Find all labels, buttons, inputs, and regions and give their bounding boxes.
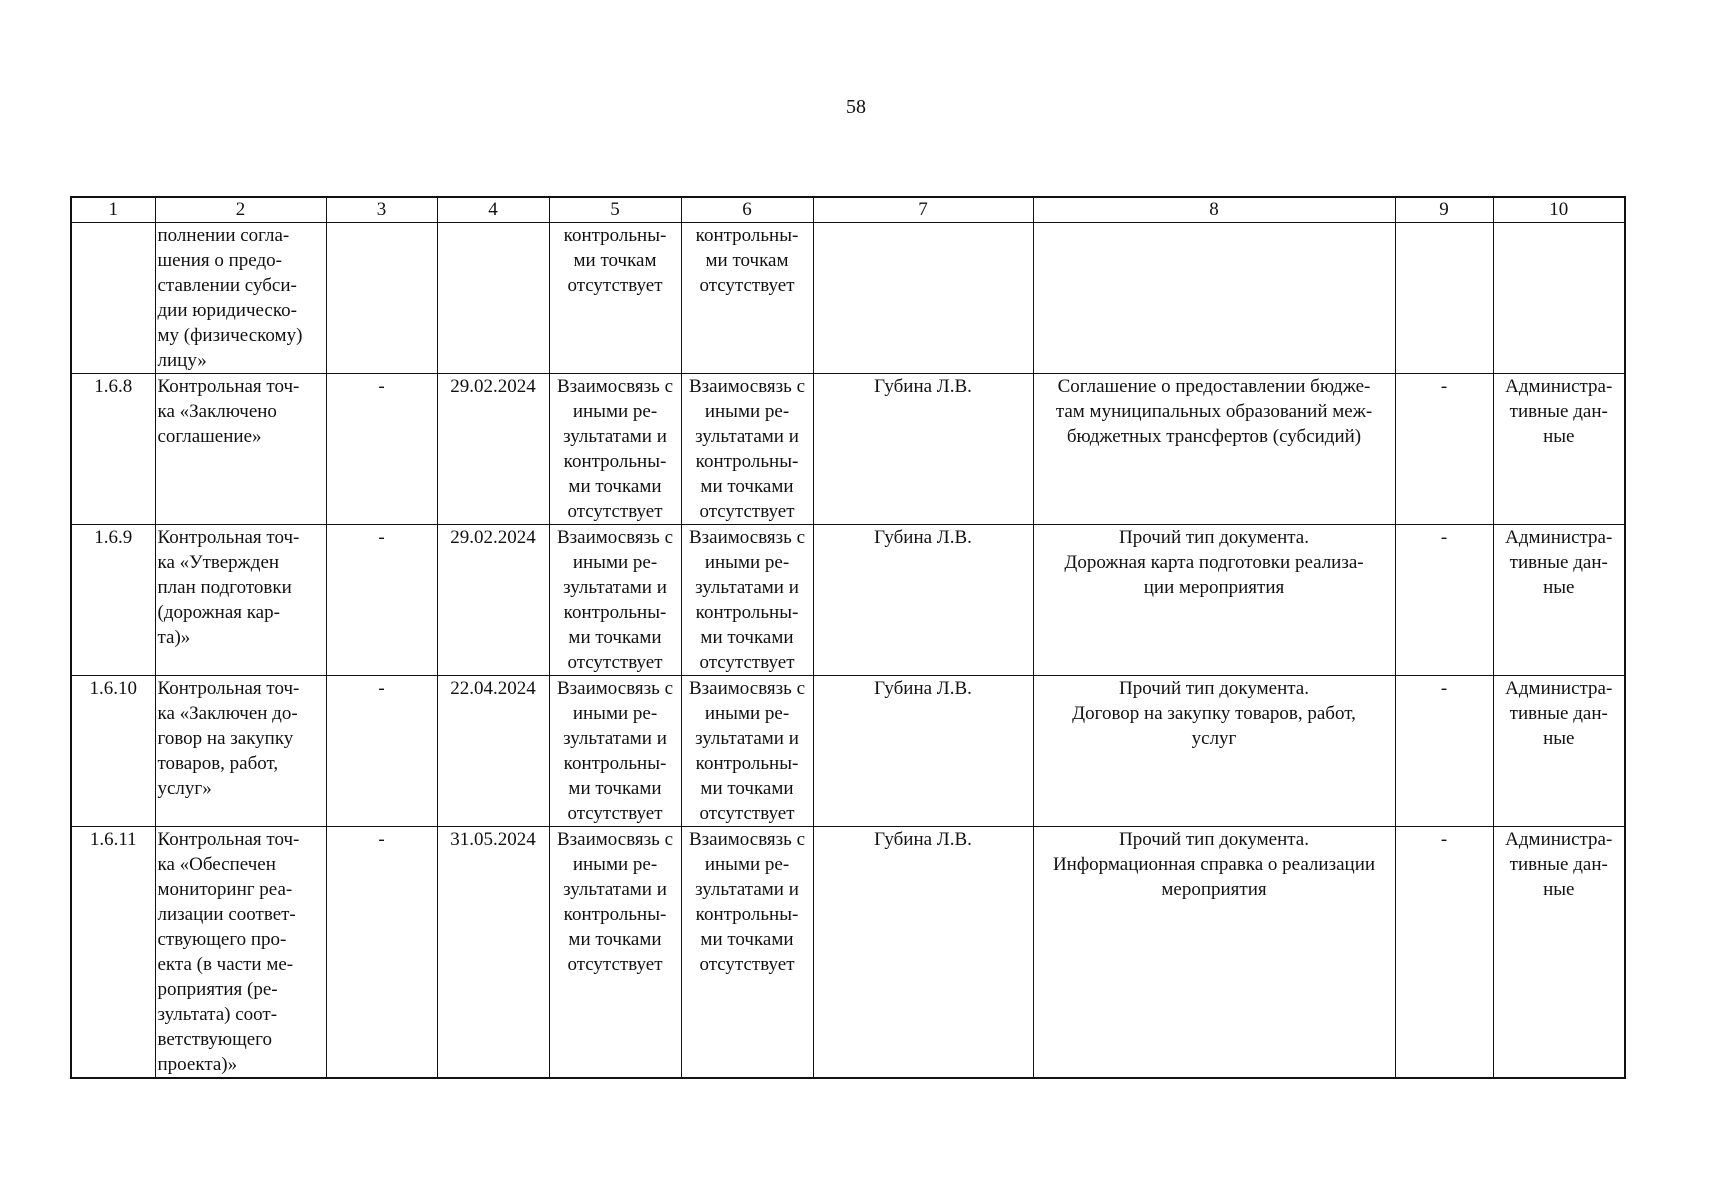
header-cell: 1 <box>71 197 155 223</box>
cell-responsible: Губина Л.В. <box>813 827 1033 1079</box>
cell-data-source: Администра- тивные дан- ные <box>1493 374 1625 525</box>
cell-relation-points: Взаимосвязь с иными ре- зультатами и контрольны- ми точками отсутствует <box>681 676 813 827</box>
header-cell: 6 <box>681 197 813 223</box>
header-cell: 4 <box>437 197 549 223</box>
cell-relation-results: Взаимосвязь с иными ре- зультатами и контрольны- ми точками отсутствует <box>549 374 681 525</box>
cell-document: Соглашение о предоставлении бюдже- там муниципальных образований меж- бюджетных трансфертов (субсидий) <box>1033 374 1395 525</box>
cell-relation-points: Взаимосвязь с иными ре- зультатами и контрольны- ми точками отсутствует <box>681 525 813 676</box>
cell-relation-points: контрольны- ми точкам отсутствует <box>681 223 813 374</box>
cell-col3 <box>326 223 437 374</box>
page-number: 58 <box>846 96 866 118</box>
cell-relation-results: Взаимосвязь с иными ре- зультатами и контрольны- ми точками отсутствует <box>549 525 681 676</box>
cell-relation-points: Взаимосвязь с иными ре- зультатами и контрольны- ми точками отсутствует <box>681 374 813 525</box>
cell-responsible: Губина Л.В. <box>813 676 1033 827</box>
cell-responsible: Губина Л.В. <box>813 374 1033 525</box>
cell-document: Прочий тип документа. Информационная справка о реализации мероприятия <box>1033 827 1395 1079</box>
control-points-table <box>70 196 1626 1079</box>
cell-date: 29.02.2024 <box>437 525 549 676</box>
cell-relation-results: Взаимосвязь с иными ре- зультатами и контрольны- ми точками отсутствует <box>549 827 681 1079</box>
cell-col9: - <box>1395 374 1493 525</box>
cell-data-source: Администра- тивные дан- ные <box>1493 827 1625 1079</box>
cell-relation-results: Взаимосвязь с иными ре- зультатами и контрольны- ми точками отсутствует <box>549 676 681 827</box>
cell-relation-results: контрольны- ми точкам отсутствует <box>549 223 681 374</box>
cell-date: 31.05.2024 <box>437 827 549 1079</box>
table-row <box>71 374 1625 525</box>
cell-col3: - <box>326 676 437 827</box>
row-number: 1.6.10 <box>71 676 155 827</box>
control-point-name: полнении согла- шения о предо- ставлении субси- дии юридическо- му (физическому) лицу» <box>155 223 326 374</box>
control-point-name: Контрольная точ- ка «Обеспечен мониторинг реа- лизации соответ- ствующего про- екта (в части ме- роприятия (ре- зультата) соот- ветствующего проекта)» <box>155 827 326 1079</box>
cell-date <box>437 223 549 374</box>
header-cell: 5 <box>549 197 681 223</box>
cell-relation-points: Взаимосвязь с иными ре- зультатами и контрольны- ми точками отсутствует <box>681 827 813 1079</box>
cell-data-source <box>1493 223 1625 374</box>
header-cell: 2 <box>155 197 326 223</box>
row-number: 1.6.9 <box>71 525 155 676</box>
header-row <box>71 197 1625 223</box>
cell-col9 <box>1395 223 1493 374</box>
control-point-name: Контрольная точ- ка «Утвержден план подготовки (дорожная кар- та)» <box>155 525 326 676</box>
row-number <box>71 223 155 374</box>
cell-col3: - <box>326 374 437 525</box>
header-cell: 7 <box>813 197 1033 223</box>
row-number: 1.6.8 <box>71 374 155 525</box>
cell-col3: - <box>326 827 437 1079</box>
table-row <box>71 223 1625 374</box>
cell-date: 29.02.2024 <box>437 374 549 525</box>
cell-document <box>1033 223 1395 374</box>
header-cell: 3 <box>326 197 437 223</box>
control-point-name: Контрольная точ- ка «Заключено соглашение» <box>155 374 326 525</box>
cell-date: 22.04.2024 <box>437 676 549 827</box>
table-row <box>71 676 1625 827</box>
cell-col3: - <box>326 525 437 676</box>
cell-document: Прочий тип документа. Дорожная карта подготовки реализа- ции мероприятия <box>1033 525 1395 676</box>
table-row <box>71 525 1625 676</box>
table-row <box>71 827 1625 1079</box>
cell-col9: - <box>1395 676 1493 827</box>
cell-responsible <box>813 223 1033 374</box>
header-cell: 9 <box>1395 197 1493 223</box>
cell-document: Прочий тип документа. Договор на закупку товаров, работ, услуг <box>1033 676 1395 827</box>
cell-data-source: Администра- тивные дан- ные <box>1493 525 1625 676</box>
cell-col9: - <box>1395 525 1493 676</box>
header-cell: 10 <box>1493 197 1625 223</box>
row-number: 1.6.11 <box>71 827 155 1079</box>
cell-col9: - <box>1395 827 1493 1079</box>
cell-data-source: Администра- тивные дан- ные <box>1493 676 1625 827</box>
header-cell: 8 <box>1033 197 1395 223</box>
cell-responsible: Губина Л.В. <box>813 525 1033 676</box>
control-point-name: Контрольная точ- ка «Заключен до- говор на закупку товаров, работ, услуг» <box>155 676 326 827</box>
